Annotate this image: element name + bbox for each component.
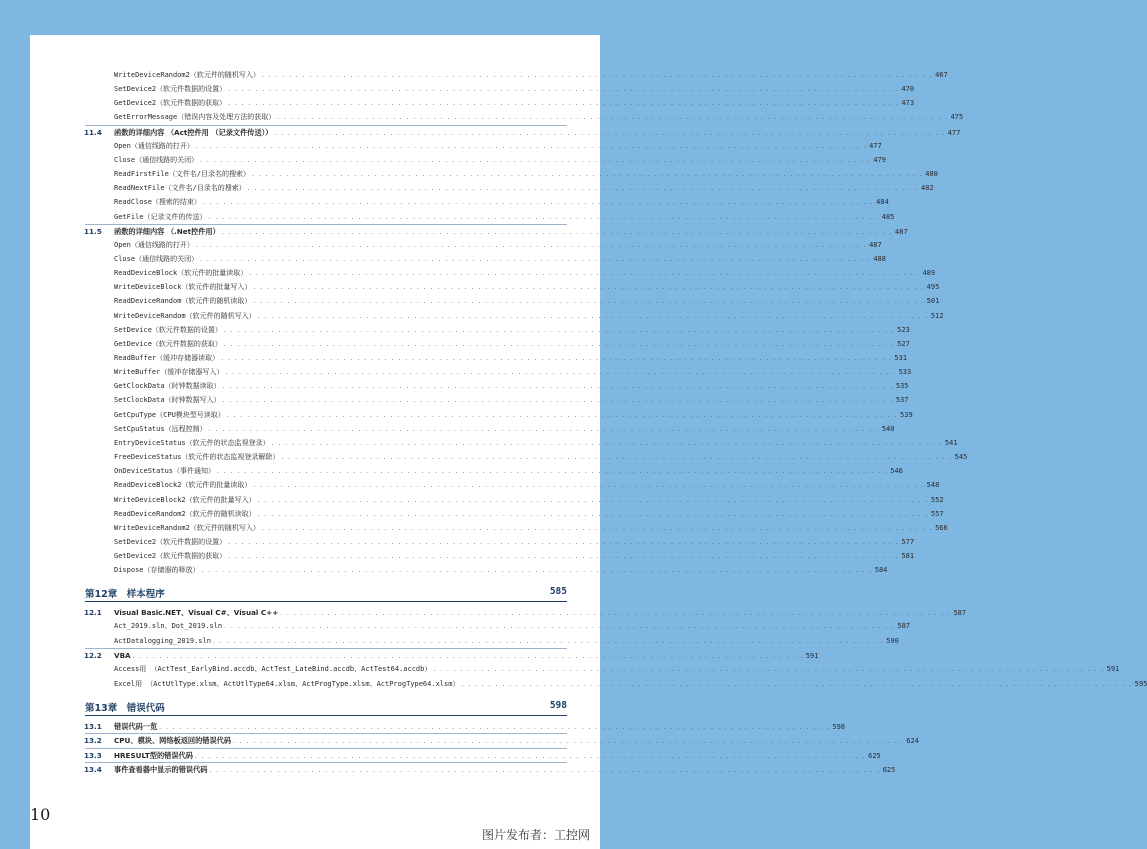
dot-leader: . . . . . . . . . . . . . . . . . . . . . . . . . . . . . . . . . . . . . . . . . . . . . . . . . . . . . . . . . . . . . . . . . . . . . . . . . . . . . . . . . . . . . . . . . . . . . . . . . . . [209,766,881,774]
dot-leader: . . . . . . . . . . . . . . . . . . . . . . . . . . . . . . . . . . . . . . . . . . . . . . . . . . . . . . . . . . . . . . . . . . . . . . . . . . . . . . . . . . . . . . . . . . . . . . . . . . . [261,524,934,532]
toc-entry[interactable] [30,168,938,181]
entry-title: SetCpuStatus（远程控制） [114,424,207,433]
chapter-title: 第13章 错误代码 [85,703,165,714]
dot-leader: . . . . . . . . . . . . . . . . . . . . . . . . . . . . . . . . . . . . . . . . . . . . . . . . . . . . . . . . . . . . . . . . . . . . . . . . . . . . . . . . . . . . . . . . . . . . . . . . . . . [194,752,867,760]
toc-entry[interactable] [30,678,1147,691]
entry-title: Dispose（存储器的释放） [114,566,200,575]
entry-page-number: 591 [805,651,819,660]
entry-title: Close（通信线路的关闭） [114,254,199,263]
entry-page-number: 482 [921,184,934,193]
entry-page-number: 531 [894,354,908,362]
toc-entry[interactable] [30,253,886,266]
toc-entry[interactable] [30,635,899,648]
dot-leader: . . . . . . . . . . . . . . . . . . . . . . . . . . . . . . . . . . . . . . . . . . . . . . . . . . . . . . . . . . . . . . . . . . . . . . . . . . . . . . . . . . . . . . . . . . . . . . . . . . . [222,383,894,391]
entry-title: WriteDeviceRandom（软元件的随机写入） [114,311,256,320]
entry-title: 错误代码一览 [114,722,158,731]
entry-title: Excel用 （ActUtlType.xlsm、ActUtlType64.xlsm、ActProgType.xlsm、ActProgType64.xlsm） [114,679,460,688]
dot-leader: . . . . . . . . . . . . . . . . . . . . . . . . . . . . . . . . . . . . . . . . . . . . . . . . . . . . . . . . . . . . . . . . . . . . . . . . . . . . . . . . . . . . . . . . . . . . . . . . . . . [253,298,925,306]
dot-leader: . . . . . . . . . . . . . . . . . . . . . . . . . . . . . . . . . . . . . . . . . . . . . . . . . . . . . . . . . . . . . . . . . . . . . . . . . . . . . . . . . . . . . . . . . . . . . . . . . . . [208,425,880,433]
toc-entry[interactable] [30,494,944,507]
entry-page-number: 484 [876,198,889,207]
section-number: 12.1 [84,608,102,617]
dot-leader: . . . . . . . . . . . . . . . . . . . . . . . . . . . . . . . . . . . . . . . . . . . . . . . . . . . . . . . . . . . . . . . . . . . . . . . . . . . . . . . . . . . . . . . . . . . . . . . . . . . [200,255,872,263]
dot-leader: . . . . . . . . . . . . . . . . . . . . . . . . . . . . . . . . . . . . . . . . . . . . . . . . . . . . . . . . . . . . . . . . . . . . . . . . . . . . . . . . . . . . . . . . . . . . . . . . . . . [159,724,831,731]
chapter-12-heading [85,585,567,602]
dot-leader: . . . . . . . . . . . . . . . . . . . . . . . . . . . . . . . . . . . . . . . . . . . . . . . . . . . . . . . . . . . . . . . . . . . . . . . . . . . . . . . . . . . . . . . . . . . . . . . . . . . [224,623,896,631]
entry-page-number: 625 [868,751,881,760]
toc-entry[interactable] [30,720,846,733]
dot-leader: . . . . . . . . . . . . . . . . . . . . . . . . . . . . . . . . . . . . . . . . . . . . . . . . . . . . . . . . . . . . . . . . . . . . . . . . . . . . . . . . . . . . . . . . . . . . . . . . . . . [228,100,900,108]
entry-page-number: 590 [886,636,899,645]
entry-page-number: 470 [901,85,915,94]
entry-page-number: 467 [935,71,948,79]
toc-entry[interactable] [30,437,958,450]
dot-leader: . . . . . . . . . . . . . . . . . . . . . . . . . . . . . . . . . . . . . . . . . . . . . . . . . . . . . . . . . . . . . . . . . . . . . . . . . . . . . . . . . . . . . . . . . . . . . . . . . . . [253,284,925,292]
toc-entry[interactable] [30,154,886,167]
entry-title: ReadDeviceRandom2（软元件的随机读取） [114,509,256,518]
toc-entry[interactable] [30,267,936,280]
entry-title: GetFile（记录文件的传送） [114,212,207,221]
entry-title: GetClockData（时钟数据读取） [114,382,221,391]
dot-leader: . . . . . . . . . . . . . . . . . . . . . . . . . . . . . . . . . . . . . . . . . . . . . . . . . . . . . . . . . . . . . . . . . . . . . . . . . . . . . . . . . . . . . . . . . . . . . . . . . . . [277,114,949,122]
entry-page-number: 541 [944,438,958,447]
dot-leader: . . . . . . . . . . . . . . . . . . . . . . . . . . . . . . . . . . . . . . . . . . . . . . . . . . . . . . . . . . . . . . . . . . . . . . . . . . . . . . . . . . . . . . . . . . . . . . . . . . . [201,567,873,575]
toc-entry[interactable] [30,649,819,662]
dot-leader: . . . . . . . . . . . . . . . . . . . . . . . . . . . . . . . . . . . . . . . . . . . . . . . . . . . . . . . . . . . . . . . . . . . . . . . . . . . . . . . . . . . . . . . . . . . . . . . . . . . [225,369,897,377]
dot-leader: . . . . . . . . . . . . . . . . . . . . . . . . . . . . . . . . . . . . . . . . . . . . . . . . . . . . . . . . . . . . . . . . . . . . . . . . . . . . . . . . . . . . . . . . . . . . . . . . . . . [217,468,889,476]
toc-entry[interactable] [30,111,964,124]
dot-leader: . . . . . . . . . . . . . . . . . . . . . . . . . . . . . . . . . . . . . . . . . . . . . . . . . . . . . . . . . . . . . . . . . . . . . . . . . . . . . . . . . . . . . . . . . . . . . . . . . . . [223,326,896,334]
entry-page-number: 546 [890,467,903,476]
toc-entry[interactable] [30,182,934,195]
toc-entry[interactable] [30,550,915,563]
dot-leader: . . . . . . . . . . . . . . . . . . . . . . . . . . . . . . . . . . . . . . . . . . . . . . . . . . . . . . . . . . . . . . . . . . . . . . . . . . . . . . . . . . . . . . . . . . . . . . . . . . . [132,652,804,660]
section-number: 13.4 [84,764,102,774]
entry-title: Close（通信线路的关闭） [114,155,199,164]
entry-title: ReadNextFile（文件名/目录名的搜索） [114,184,246,193]
entry-title: WriteDeviceBlock（软元件的批量写入） [114,283,252,292]
entry-page-number: 495 [926,283,940,292]
dot-leader: . . . . . . . . . . . . . . . . . . . . . . . . . . . . . . . . . . . . . . . . . . . . . . . . . . . . . . . . . . . . . . . . . . . . . . . . . . . . . . . . . . . . . . . . . . . . . . . . . . . [261,72,934,79]
entry-page-number: 479 [873,155,886,164]
entry-title: 事件查看器中显示的错误代码 [114,764,208,774]
entry-page-number: 512 [930,311,944,320]
entry-title: WriteBuffer（缓冲存储器写入） [114,368,224,377]
chapter-page: 598 [549,700,567,711]
entry-title: VBA [114,650,131,660]
toc-entry[interactable] [30,352,908,365]
chapter-title: 第12章 样本程序 [85,589,165,600]
entry-title: 函数的详细内容 （.Net控件用） [114,226,220,236]
toc-entry[interactable] [30,620,911,633]
entry-page-number: 552 [930,495,944,504]
entry-page-number: 473 [901,99,915,108]
dot-leader: . . . . . . . . . . . . . . . . . . . . . . . . . . . . . . . . . . . . . . . . . . . . . . . . . . . . . . . . . . . . . . . . . . . . . . . . . . . . . . . . . . . . . . . . . . . . . . . . . . . [195,142,868,150]
entry-title: Open（通信线路的打开） [114,240,194,249]
toc-entry[interactable] [30,663,1120,676]
entry-title: OnDeviceStatus（事件通知） [114,467,216,476]
section-number: 11.5 [84,226,102,236]
toc-entry[interactable] [30,734,919,747]
toc-entry[interactable] [30,69,948,82]
entry-title: ReadDeviceBlock（软元件的批量读取） [114,269,248,278]
toc-entry[interactable] [30,564,888,577]
dot-leader: . . . . . . . . . . . . . . . . . . . . . . . . . . . . . . . . . . . . . . . . . . . . . . . . . . . . . . . . . . . . . . . . . . . . . . . . . . . . . . . . . . . . . . . . . . . . . . . . . . . [226,411,899,419]
entry-title: HRESULT型的错误代码 [114,750,193,760]
dot-leader: . . . . . . . . . . . . . . . . . . . . . . . . . . . . . . . . . . . . . . . . . . . . . . . . . . . . . . . . . . . . . . . . . . . . . . . . . . . . . . . . . . . . . . . . . . . . . . . . . . . [281,454,953,462]
entry-title: ReadDeviceRandom（软元件的随机读取） [114,297,252,306]
toc-entry[interactable] [30,324,910,337]
entry-title: ReadClose（搜索的结束） [114,198,201,207]
entry-title: WriteDeviceRandom2（软元件的随机写入） [114,71,260,79]
entry-page-number: 475 [950,113,964,122]
entry-page-number: 539 [900,410,913,419]
entry-page-number: 587 [897,622,911,631]
toc-entry[interactable] [30,394,909,407]
entry-title: CPU、模块、网络板返回的错误代码 [114,736,232,746]
entry-title: EntryDeviceStatus（软元件的状态监视登录） [114,438,270,447]
entry-page-number: 557 [930,509,944,518]
entry-title: SetDevice（软元件数据的设置） [114,325,222,334]
section-number: 13.3 [84,750,102,760]
entry-title: 函数的详细内容 （Act控件用 （记录文件传送）） [114,127,273,137]
entry-title: Visual Basic.NET、Visual C#、Visual C++ [114,608,279,617]
watermark: 图片发布者：工控网 [481,828,590,842]
toc-entry[interactable] [30,225,908,238]
entry-page-number: 624 [906,737,919,746]
entry-title: GetDevice（软元件数据的获取） [114,339,222,348]
toc-entry[interactable] [30,465,903,478]
toc-entry[interactable] [30,536,915,549]
dot-leader: . . . . . . . . . . . . . . . . . . . . . . . . . . . . . . . . . . . . . . . . . . . . . . . . . . . . . . . . . . . . . . . . . . . . . . . . . . . . . . . . . . . . . . . . . . . . . . . . . . . [257,312,929,320]
entry-page-number: 485 [881,212,895,221]
page-number: 10 [30,805,51,824]
dot-leader: . . . . . . . . . . . . . . . . . . . . . . . . . . . . . . . . . . . . . . . . . . . . . . . . . . . . . . . . . . . . . . . . . . . . . . . . . . . . . . . . . . . . . . . . . . . . . . . . . . . [228,538,900,546]
toc-entry[interactable] [30,522,948,535]
dot-leader: . . . . . . . . . . . . . . . . . . . . . . . . . . . . . . . . . . . . . . . . . . . . . . . . . . . . . . . . . . . . . . . . . . . . . . . . . . . . . . . . . . . . . . . . . . . . . . . . . . . [228,86,900,94]
entry-title: WriteDeviceRandom2（软元件的随机写入） [114,523,260,532]
dot-leader: . . . . . . . . . . . . . . . . . . . . . . . . . . . . . . . . . . . . . . . . . . . . . . . . . . . . . . . . . . . . . . . . . . . . . . . . . . . . . . . . . . . . . . . . . . . . . . . . . . . [257,510,929,518]
entry-page-number: 581 [901,552,915,561]
entry-title: SetClockData（时钟数据写入） [114,396,221,405]
toc-entry[interactable] [30,338,910,351]
entry-title: GetDevice2（软元件数据的获取） [114,552,227,561]
toc-entry[interactable] [30,211,895,224]
dot-leader: . . . . . . . . . . . . . . . . . . . . . . . . . . . . . . . . . . . . . . . . . . . . . . . . . . . . . . . . . . . . . . . . . . . . . . . . . . . . . . . . . . . . . . . . . . . . . . . . . . . [222,397,894,405]
dot-leader: . . . . . . . . . . . . . . . . . . . . . . . . . . . . . . . . . . . . . . . . . . . . . . . . . . . . . . . . . . . . . . . . . . . . . . . . . . . . . . . . . . . . . . . . . . . . . . . . . . . [221,228,894,236]
toc-entry[interactable] [30,140,882,153]
entry-title: Open（通信线路的打开） [114,141,194,150]
dot-leader: . . . . . . . . . . . . . . . . . . . . . . . . . . . . . . . . . . . . . . . . . . . . . . . . . . . . . . . . . . . . . . . . . . . . . . . . . . . . . . . . . . . . . . . . . . . . . . . . . . . [461,680,1133,688]
document-page [30,35,1147,849]
entry-title: SetDevice2（软元件数据的设置） [114,537,227,546]
toc-entry[interactable] [30,749,881,762]
toc-entry[interactable] [30,97,915,110]
entry-page-number: 480 [925,170,938,179]
toc-entry[interactable] [30,126,961,139]
entry-page-number: 501 [926,297,940,306]
toc-entry[interactable] [30,196,889,209]
entry-title: SetDevice2（软元件数据的设置） [114,85,227,94]
entry-page-number: 598 [832,723,846,731]
toc-entry[interactable] [30,380,909,393]
dot-leader: . . . . . . . . . . . . . . . . . . . . . . . . . . . . . . . . . . . . . . . . . . . . . . . . . . . . . . . . . . . . . . . . . . . . . . . . . . . . . . . . . . . . . . . . . . . . . . . . . . . [228,553,900,561]
toc-entry[interactable] [30,310,944,323]
entry-page-number: 488 [873,254,886,263]
section-number: 13.2 [84,736,102,746]
dot-leader: . . . . . . . . . . . . . . . . . . . . . . . . . . . . . . . . . . . . . . . . . . . . . . . . . . . . . . . . . . . . . . . . . . . . . . . . . . . . . . . . . . . . . . . . . . . . . . . . . . . [195,241,868,249]
entry-page-number: 548 [926,481,940,490]
entry-title: ActDatalogging_2019.sln [114,636,211,645]
dot-leader: . . . . . . . . . . . . . . . . . . . . . . . . . . . . . . . . . . . . . . . . . . . . . . . . . . . . . . . . . . . . . . . . . . . . . . . . . . . . . . . . . . . . . . . . . . . . . . . . . . . [223,340,896,348]
dot-leader: . . . . . . . . . . . . . . . . . . . . . . . . . . . . . . . . . . . . . . . . . . . . . . . . . . . . . . . . . . . . . . . . . . . . . . . . . . . . . . . . . . . . . . . . . . . . . . . . . . . [274,129,946,137]
entry-page-number: 487 [895,227,908,236]
toc-entry[interactable] [30,366,912,379]
dot-leader: . . . . . . . . . . . . . . . . . . . . . . . . . . . . . . . . . . . . . . . . . . . . . . . . . . . . . . . . . . . . . . . . . . . . . . . . . . . . . . . . . . . . . . . . . . . . . . . . . . . [208,213,880,221]
dot-leader: . . . . . . . . . . . . . . . . . . . . . . . . . . . . . . . . . . . . . . . . . . . . . . . . . . . . . . . . . . . . . . . . . . . . . . . . . . . . . . . . . . . . . . . . . . . . . . . . . . . [253,482,925,490]
entry-page-number: 540 [881,424,895,433]
dot-leader: . . . . . . . . . . . . . . . . . . . . . . . . . . . . . . . . . . . . . . . . . . . . . . . . . . . . . . . . . . . . . . . . . . . . . . . . . . . . . . . . . . . . . . . . . . . . . . . . . . . [249,270,921,278]
entry-title: Access用 （ActTest_EarlyBind.accdb、ActTest_LateBind.accdb、ActTest64.accdb） [114,665,432,674]
entry-page-number: 566 [935,523,948,532]
entry-title: ReadDeviceBlock2（软元件的批量读取） [114,481,252,490]
entry-page-number: 591 [1106,665,1120,674]
section-number: 13.1 [84,722,102,731]
chapter-page: 585 [549,586,567,597]
dot-leader: . . . . . . . . . . . . . . . . . . . . . . . . . . . . . . . . . . . . . . . . . . . . . . . . . . . . . . . . . . . . . . . . . . . . . . . . . . . . . . . . . . . . . . . . . . . . . . . . . . . [257,496,929,504]
entry-page-number: 625 [882,765,896,774]
dot-leader: . . . . . . . . . . . . . . . . . . . . . . . . . . . . . . . . . . . . . . . . . . . . . . . . . . . . . . . . . . . . . . . . . . . . . . . . . . . . . . . . . . . . . . . . . . . . . . . . . . . [280,610,952,617]
dot-leader: . . . . . . . . . . . . . . . . . . . . . . . . . . . . . . . . . . . . . . . . . . . . . . . . . . . . . . . . . . . . . . . . . . . . . . . . . . . . . . . . . . . . . . . . . . . . . . . . . . . [247,185,920,193]
entry-page-number: 577 [901,537,915,546]
dot-leader: . . . . . . . . . . . . . . . . . . . . . . . . . . . . . . . . . . . . . . . . . . . . . . . . . . . . . . . . . . . . . . . . . . . . . . . . . . . . . . . . . . . . . . . . . . . . . . . . . . . [202,199,875,207]
entry-page-number: 523 [897,325,910,334]
dot-leader: . . . . . . . . . . . . . . . . . . . . . . . . . . . . . . . . . . . . . . . . . . . . . . . . . . . . . . . . . . . . . . . . . . . . . . . . . . . . . . . . . . . . . . . . . . . . . . . . . . . [271,439,943,447]
entry-title: WriteDeviceBlock2（软元件的批量写入） [114,495,256,504]
toc-entry[interactable] [30,295,940,308]
toc-entry[interactable] [30,606,967,619]
toc-entry[interactable] [30,508,944,521]
toc-entry[interactable] [30,451,968,464]
entry-page-number: 527 [897,339,910,348]
section-number: 12.2 [84,650,102,660]
toc-entry[interactable] [30,479,940,492]
toc-entry[interactable] [30,281,940,294]
entry-page-number: 487 [869,240,882,249]
entry-page-number: 595 [1134,679,1147,688]
entry-title: Act_2019.sln、Dot_2019.sln [114,622,223,631]
dot-leader: . . . . . . . . . . . . . . . . . . . . . . . . . . . . . . . . . . . . . . . . . . . . . . . . . . . . . . . . . . . . . . . . . . . . . . . . . . . . . . . . . . . . . . . . . . . . . . . . . . . [200,156,872,164]
chapter-13-heading [85,699,567,716]
toc-entry[interactable] [30,409,913,422]
toc-entry[interactable] [30,239,882,252]
entry-page-number: 584 [874,566,888,575]
entry-page-number: 533 [898,368,912,377]
toc-entry[interactable] [30,83,915,96]
entry-title: ReadBuffer（缓冲存储器读取） [114,354,220,362]
entry-title: ReadFirstFile（文件名/目录名的搜索） [114,170,251,179]
entry-page-number: 535 [895,382,909,391]
entry-title: GetCpuType（CPU模块型号读取） [114,410,225,419]
toc-entry[interactable] [30,423,895,436]
entry-page-number: 587 [953,609,967,617]
entry-page-number: 545 [954,453,968,462]
entry-page-number: 537 [895,396,909,405]
entry-page-number: 477 [869,141,882,150]
toc-entry[interactable] [30,763,896,776]
section-number: 11.4 [84,127,102,137]
dot-leader: . . . . . . . . . . . . . . . . . . . . . . . . . . . . . . . . . . . . . . . . . . . . . . . . . . . . . . . . . . . . . . . . . . . . . . . . . . . . . . . . . . . . . . . . . . . . . . . . . . . [221,355,893,362]
dot-leader: . . . . . . . . . . . . . . . . . . . . . . . . . . . . . . . . . . . . . . . . . . . . . . . . . . . . . . . . . . . . . . . . . . . . . . . . . . . . . . . . . . . . . . . . . . . . . . . . . . . [212,637,885,645]
dot-leader: . . . . . . . . . . . . . . . . . . . . . . . . . . . . . . . . . . . . . . . . . . . . . . . . . . . . . . . . . . . . . . . . . . . . . . . . . . . . . . . . . . . . . . . . . . . . . . . . . . . [433,666,1105,674]
entry-page-number: 489 [922,269,936,278]
entry-title: GetErrorMessage（错误内容及处理方法的获取） [114,113,276,122]
dot-leader: . . . . . . . . . . . . . . . . . . . . . . . . . . . . . . . . . . . . . . . . . . . . . . . . . . . . . . . . . . . . . . . . . . . . . . . . . . . . . . . . . . . . . . . . . . . . . . . . . . . [233,738,905,746]
entry-title: FreeDeviceStatus（软元件的状态监视登录解除） [114,453,280,462]
entry-page-number: 477 [947,128,961,137]
dot-leader: . . . . . . . . . . . . . . . . . . . . . . . . . . . . . . . . . . . . . . . . . . . . . . . . . . . . . . . . . . . . . . . . . . . . . . . . . . . . . . . . . . . . . . . . . . . . . . . . . . . [252,171,924,179]
entry-title: GetDevice2（软元件数据的获取） [114,99,227,108]
